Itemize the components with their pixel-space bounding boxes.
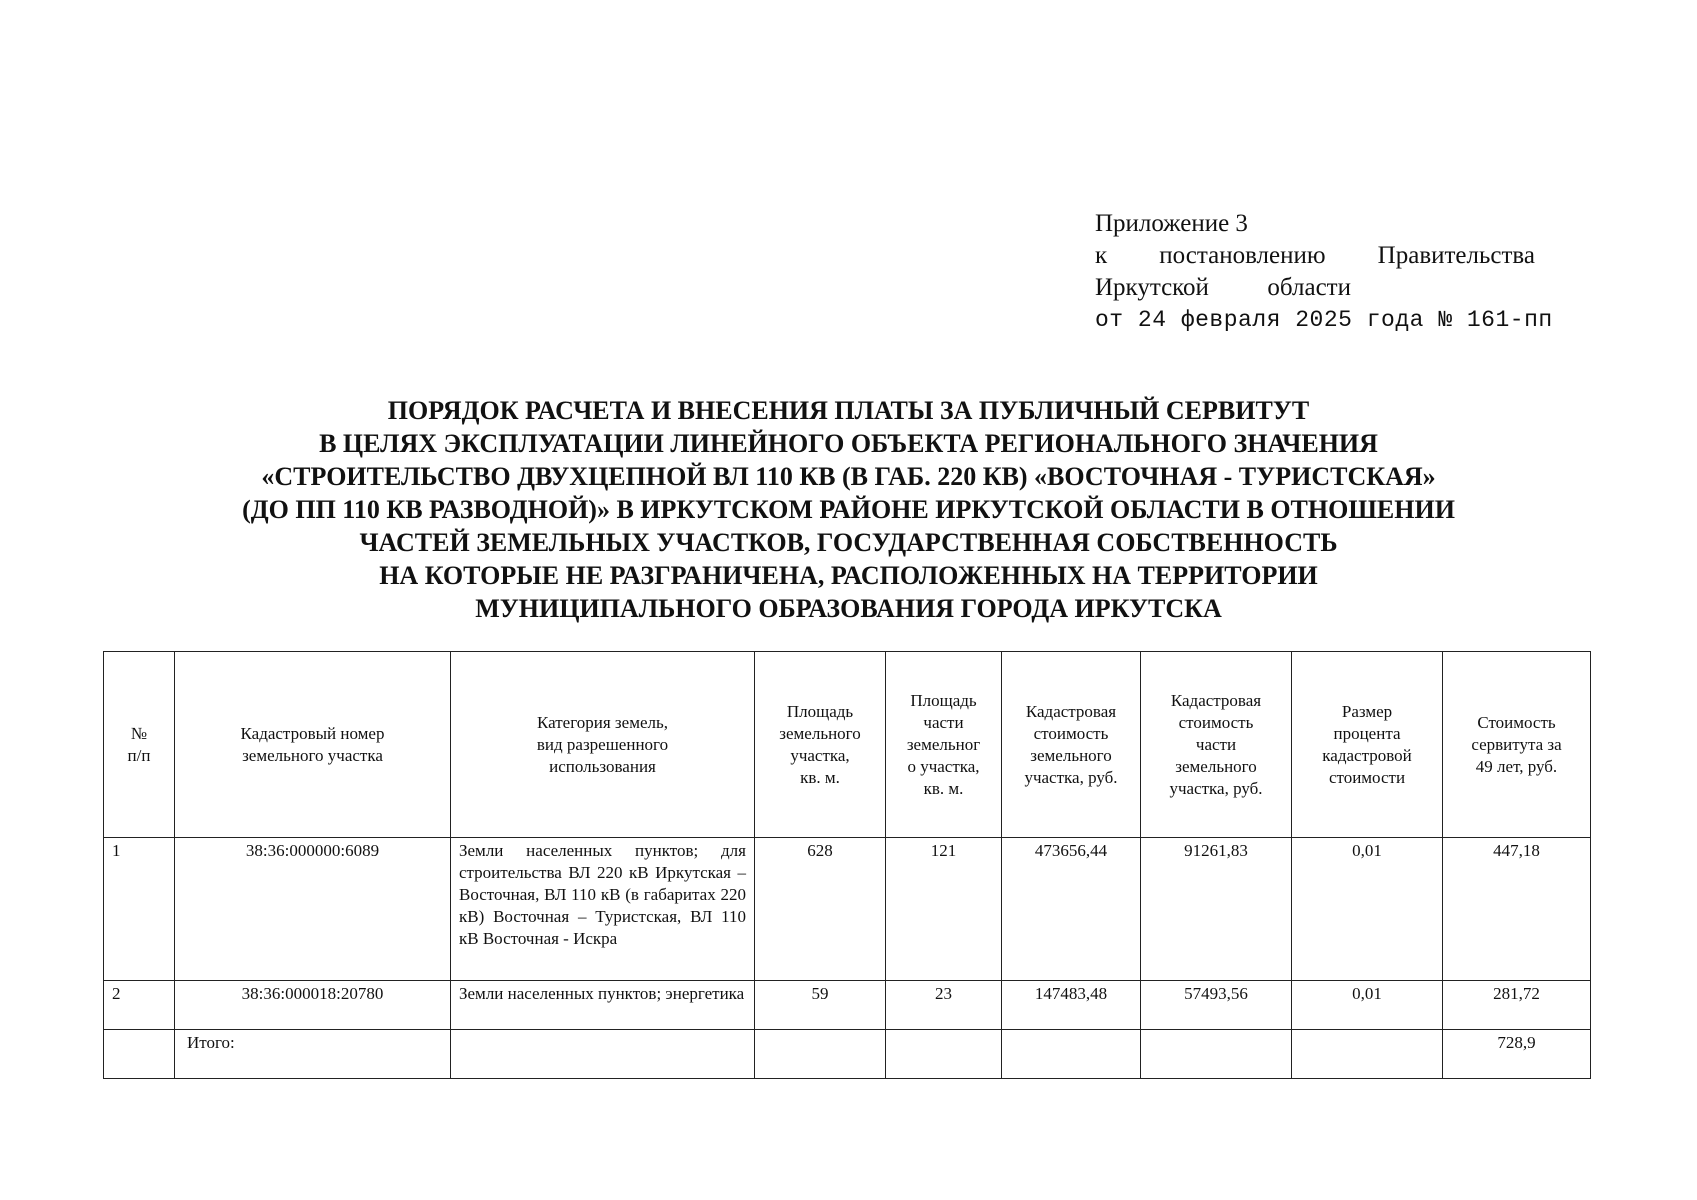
cell-cost: 281,72 [1443,981,1591,1030]
cell-cad-value: 147483,48 [1002,981,1141,1030]
cell-total-cost: 728,9 [1443,1030,1591,1079]
cell-part-area: 23 [886,981,1002,1030]
cell-percent: 0,01 [1292,838,1443,981]
title-line: В ЦЕЛЯХ ЭКСПЛУАТАЦИИ ЛИНЕЙНОГО ОБЪЕКТА РЕГИОНАЛЬНОГО ЗНАЧЕНИЯ [319,429,1378,458]
cell-empty [1002,1030,1141,1079]
header-percent: Размер процента кадастровой стоимости [1292,652,1443,838]
header-part-area: Площадь части земельног о участка, кв. м. [886,652,1002,838]
header-num: № п/п [104,652,175,838]
cell-empty [755,1030,886,1079]
appendix-word: к [1095,242,1108,269]
header-category: Категория земель, вид разрешенного использования [451,652,755,838]
cell-part-value: 91261,83 [1141,838,1292,981]
appendix-line-2 [1095,240,1535,272]
title-line: ЧАСТЕЙ ЗЕМЕЛЬНЫХ УЧАСТКОВ, ГОСУДАРСТВЕННАЯ СОБСТВЕННОСТЬ [359,528,1338,557]
cell-part-area: 121 [886,838,1002,981]
document-title [0,394,1697,625]
cell-empty [886,1030,1002,1079]
cell-part-value: 57493,56 [1141,981,1292,1030]
title-line: (ДО ПП 110 КВ РАЗВОДНОЙ)» В ИРКУТСКОМ РАЙОНЕ ИРКУТСКОЙ ОБЛАСТИ В ОТНОШЕНИИ [242,495,1455,524]
cell-category: Земли населенных пунктов; для строительства ВЛ 220 кВ Иркутская – Восточная, ВЛ 110 кВ (в габаритах 220 кВ) Восточная – Туристская, ВЛ 110 кВ Восточная - Искра [451,838,755,981]
table-header-row [104,652,1591,838]
cell-area: 59 [755,981,886,1030]
cell-empty [1141,1030,1292,1079]
cell-empty [1292,1030,1443,1079]
cell-category: Земли населенных пунктов; энергетика [451,981,755,1030]
cell-cadastral: 38:36:000000:6089 [175,838,451,981]
title-line: ПОРЯДОК РАСЧЕТА И ВНЕСЕНИЯ ПЛАТЫ ЗА ПУБЛИЧНЫЙ СЕРВИТУТ [387,396,1310,425]
appendix-line-3 [1095,272,1351,304]
title-line: «СТРОИТЕЛЬСТВО ДВУХЦЕПНОЙ ВЛ 110 КВ (В ГАБ. 220 КВ) «ВОСТОЧНАЯ - ТУРИСТСКАЯ» [261,462,1436,491]
title-line: МУНИЦИПАЛЬНОГО ОБРАЗОВАНИЯ ГОРОДА ИРКУТСКА [475,594,1222,623]
cell-total-label: Итого: [175,1030,451,1079]
header-part-value: Кадастровая стоимость части земельного участка, руб. [1141,652,1292,838]
cell-cadastral: 38:36:000018:20780 [175,981,451,1030]
cell-cost: 447,18 [1443,838,1591,981]
appendix-date-line: от 24 февраля 2025 года № 161-пп [1095,307,1553,333]
header-cadastral: Кадастровый номер земельного участка [175,652,451,838]
table-row [104,981,1591,1030]
appendix-word: Правительства [1377,242,1535,269]
table-total-row [104,1030,1591,1079]
cell-empty [104,1030,175,1079]
table-row [104,838,1591,981]
cell-num: 2 [104,981,175,1030]
appendix-word: Иркутской [1095,274,1209,301]
cell-empty [451,1030,755,1079]
appendix-word: постановлению [1159,242,1326,269]
title-line: НА КОТОРЫЕ НЕ РАЗГРАНИЧЕНА, РАСПОЛОЖЕННЫХ НА ТЕРРИТОРИИ [379,561,1318,590]
appendix-block [1095,208,1553,336]
header-cad-value: Кадастровая стоимость земельного участка, руб. [1002,652,1141,838]
header-area: Площадь земельного участка, кв. м. [755,652,886,838]
cell-percent: 0,01 [1292,981,1443,1030]
servitude-table [103,651,1591,1079]
header-cost: Стоимость сервитута за 49 лет, руб. [1443,652,1591,838]
appendix-line-1: Приложение 3 [1095,210,1248,237]
cell-num: 1 [104,838,175,981]
appendix-word: области [1267,274,1351,301]
cell-cad-value: 473656,44 [1002,838,1141,981]
cell-area: 628 [755,838,886,981]
